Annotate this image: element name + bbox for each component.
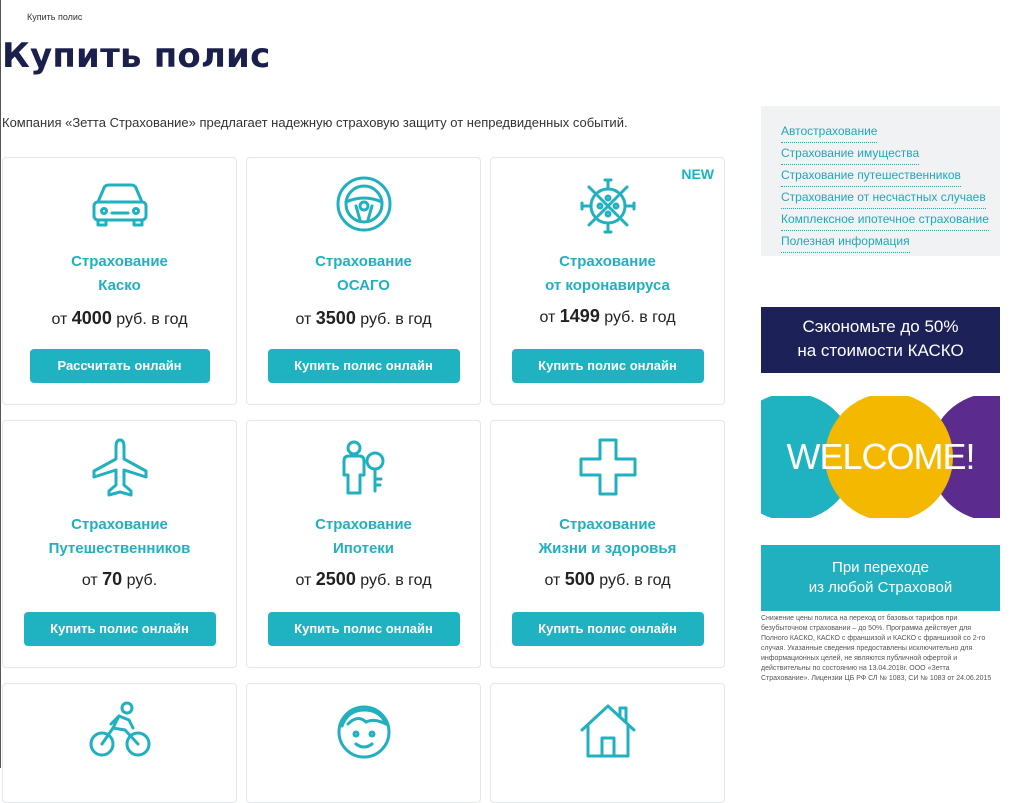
person-key-icon	[340, 439, 388, 497]
promo-banner-save[interactable]	[761, 307, 1000, 373]
car-icon	[90, 180, 150, 228]
card-title: Страхование	[71, 253, 168, 270]
card-price: от 3500 руб. в год	[295, 308, 432, 328]
card-title: Страхование	[559, 516, 656, 533]
card-subtitle: Путешественников	[48, 540, 191, 557]
card-title: Страхование	[71, 516, 168, 533]
breadcrumb[interactable]: Купить полис	[27, 12, 83, 22]
sidebar-link-accident[interactable]: Страхование от несчастных случаев	[781, 187, 986, 209]
buy-policy-button[interactable]: Купить полис онлайн	[268, 349, 460, 383]
sidebar-links	[761, 106, 1000, 256]
card-price: от 1499 руб. в год	[539, 306, 676, 326]
promo-save-line1: Сэкономьте до 50%	[802, 317, 959, 336]
card-accident[interactable]	[2, 683, 237, 803]
card-life-health[interactable]	[490, 420, 725, 668]
page-border	[0, 0, 1, 768]
cyclist-icon	[89, 700, 151, 760]
virus-icon	[578, 176, 638, 236]
buy-policy-button[interactable]: Купить полис онлайн	[512, 612, 704, 646]
card-subtitle: ОСАГО	[337, 277, 390, 294]
card-kasko[interactable]	[2, 157, 237, 405]
promo-switch-line1: При переходе	[832, 559, 929, 576]
card-subtitle: Ипотеки	[332, 540, 395, 557]
card-subtitle: Каско	[98, 277, 141, 294]
card-price: от 70 руб.	[81, 569, 158, 589]
calculate-online-button[interactable]: Рассчитать онлайн	[30, 349, 210, 383]
sidebar-link-travel[interactable]: Страхование путешественников	[781, 165, 961, 187]
welcome-text: WELCOME!	[786, 436, 975, 477]
card-title: Страхование	[315, 516, 412, 533]
buy-policy-button[interactable]: Купить полис онлайн	[268, 612, 460, 646]
card-price: от 500 руб. в год	[544, 569, 671, 589]
card-property[interactable]	[490, 683, 725, 803]
promo-save-line2: на стоимости КАСКО	[797, 341, 964, 360]
card-subtitle: Жизни и здоровья	[538, 540, 677, 557]
card-coronavirus[interactable]	[490, 157, 725, 405]
promo-banner-welcome[interactable]	[761, 396, 1000, 518]
card-children[interactable]	[246, 683, 481, 803]
new-badge: NEW	[681, 166, 714, 182]
house-icon	[578, 700, 638, 760]
card-title: Страхование	[559, 253, 656, 270]
card-travel[interactable]	[2, 420, 237, 668]
card-subtitle: от коронавируса	[545, 277, 670, 294]
promo-banner-switch[interactable]	[761, 545, 1000, 611]
airplane-icon	[90, 437, 150, 499]
buy-policy-button[interactable]: Купить полис онлайн	[24, 612, 216, 646]
sidebar-link-auto[interactable]: Автострахование	[781, 121, 877, 143]
promo-switch-line2: из любой Страховой	[808, 579, 953, 596]
card-title: Страхование	[315, 253, 412, 270]
medical-cross-icon	[578, 437, 638, 497]
steering-wheel-icon	[334, 174, 394, 234]
sidebar-link-info[interactable]: Полезная информация	[781, 231, 910, 253]
sidebar-link-mortgage[interactable]: Комплексное ипотечное страхование	[781, 209, 989, 231]
sidebar-link-property[interactable]: Страхование имущества	[781, 143, 919, 165]
card-price: от 4000 руб. в год	[51, 308, 188, 328]
promo-disclaimer: Снижение цены полиса на переход от базовых тарифов при безубыточном страховании – до 50%. Программа действует для Полного КАСКО, КАСКО с франшизой и КАСКО с франшизой со 2-го случая. Указанные сведения предоставлены исключительно для информационных целей, не являются публичной офертой и действительны по состоянию на 13.04.2018г. ООО «Зетта Страхование». Лицензии ЦБ РФ СЛ № 1083, СИ № 1083 от 24.06.2015	[761, 615, 992, 682]
card-price: от 2500 руб. в год	[295, 569, 432, 589]
card-mortgage[interactable]	[246, 420, 481, 668]
intro-text: Компания «Зетта Страхование» предлагает надежную страховую защиту от непредвиденных событий.	[2, 115, 628, 130]
page-title: Купить полис	[2, 36, 271, 76]
card-osago[interactable]	[246, 157, 481, 405]
child-face-icon	[334, 700, 394, 760]
buy-policy-button[interactable]: Купить полис онлайн	[512, 349, 704, 383]
